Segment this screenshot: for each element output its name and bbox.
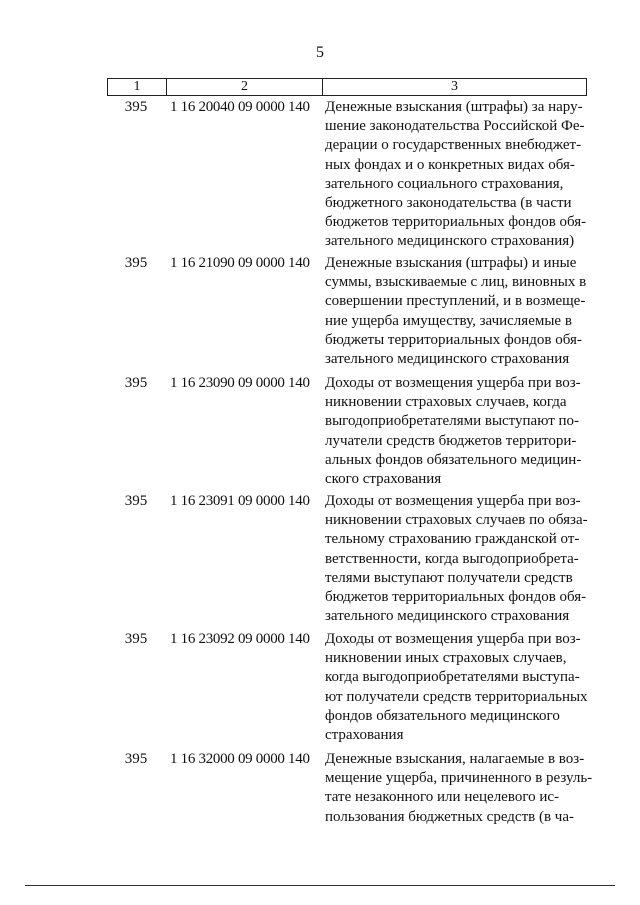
row-description bbox=[325, 750, 593, 827]
description-line: шение законодательства Российской Фе- bbox=[325, 118, 585, 135]
row-code-1: 395 bbox=[124, 375, 148, 391]
description-line: фондов обязательного медицинского bbox=[325, 707, 560, 724]
table-row bbox=[0, 254, 640, 374]
description-line: бюджетов территориальных фондов обя- bbox=[325, 214, 587, 231]
description-line: зательного медицинского страхования) bbox=[325, 233, 575, 250]
row-code-1: 395 bbox=[124, 751, 148, 767]
row-code-2: 1 16 23090 09 0000 140 bbox=[170, 375, 310, 391]
description-line: ние ущерба имуществу, зачисляемые в bbox=[325, 312, 572, 329]
description-line: никновении иных страховых случаев, bbox=[325, 650, 567, 667]
row-description bbox=[325, 98, 585, 252]
description-line: альных фондов обязательного медицин- bbox=[325, 451, 582, 468]
description-line: бюджетов территориальных фондов обя- bbox=[325, 589, 587, 606]
description-line: дерации о государственных внебюджет- bbox=[325, 137, 582, 154]
row-code-2: 1 16 23091 09 0000 140 bbox=[170, 493, 310, 509]
description-line: мещение ущерба, причиненного в резуль- bbox=[325, 770, 593, 787]
column-header-2: 2 bbox=[167, 79, 323, 96]
description-line: тельному страхованию гражданской от- bbox=[325, 531, 580, 548]
description-line: пользования бюджетных средств (в ча- bbox=[325, 808, 575, 825]
description-line: ветственности, когда выгодоприобрета- bbox=[325, 550, 579, 567]
column-header-3: 3 bbox=[323, 79, 587, 96]
description-line: Доходы от возмещения ущерба при воз- bbox=[325, 375, 581, 391]
row-code-2: 1 16 20040 09 0000 140 bbox=[170, 99, 310, 115]
description-line: суммы, взыскиваемые с лиц, виновных в bbox=[325, 274, 587, 291]
row-code-1: 395 bbox=[124, 631, 148, 647]
row-code-1: 395 bbox=[124, 255, 148, 271]
row-description bbox=[325, 492, 588, 626]
page-bottom-divider bbox=[25, 885, 615, 886]
description-line: ных фондах и о конкретных видах обя- bbox=[325, 156, 575, 173]
description-line: страхования bbox=[325, 727, 404, 744]
description-line: зательного медицинского страхования bbox=[325, 608, 570, 625]
table-row bbox=[0, 630, 640, 750]
description-line: Денежные взыскания, налагаемые в воз- bbox=[325, 751, 585, 767]
description-line: Денежные взыскания (штрафы) и иные bbox=[325, 255, 577, 271]
entries-list bbox=[0, 98, 640, 830]
description-line: Денежные взыскания (штрафы) за нару- bbox=[325, 99, 583, 115]
row-code-1: 395 bbox=[124, 493, 148, 509]
description-line: бюджеты территориальных фондов обя- bbox=[325, 331, 582, 348]
description-line: Доходы от возмещения ущерба при воз- bbox=[325, 493, 581, 509]
description-line: когда выгодоприобретателями выступа- bbox=[325, 669, 580, 686]
row-description bbox=[325, 630, 588, 745]
description-line: ского страхования bbox=[325, 471, 442, 488]
description-line: Доходы от возмещения ущерба при воз- bbox=[325, 631, 581, 647]
description-line: никновении страховых случаев, когда bbox=[325, 394, 567, 411]
description-line: ют получатели средств территориальных bbox=[325, 688, 588, 705]
table-row bbox=[0, 492, 640, 630]
table-row bbox=[0, 750, 640, 830]
description-line: зательного медицинского страхования bbox=[325, 351, 570, 368]
table-row bbox=[0, 374, 640, 492]
row-code-2: 1 16 32000 09 0000 140 bbox=[170, 751, 310, 767]
description-line: выгодоприобретателями выступают по- bbox=[325, 413, 580, 430]
row-code-2: 1 16 23092 09 0000 140 bbox=[170, 631, 310, 647]
table-row bbox=[0, 98, 640, 254]
page-number: 5 bbox=[316, 44, 324, 61]
description-line: телями выступают получатели средств bbox=[325, 569, 573, 586]
description-line: бюджетного законодательства (в части bbox=[325, 195, 572, 212]
column-header-table bbox=[107, 78, 587, 96]
row-code-1: 395 bbox=[124, 99, 148, 115]
column-header-1: 1 bbox=[108, 79, 167, 96]
description-line: тате незаконного или нецелевого ис- bbox=[325, 789, 560, 806]
description-line: лучатели средств бюджетов территори- bbox=[325, 432, 577, 449]
description-line: совершении преступлений, и в возмеще- bbox=[325, 293, 586, 310]
row-description bbox=[325, 254, 585, 369]
row-description bbox=[325, 374, 585, 489]
row-code-2: 1 16 21090 09 0000 140 bbox=[170, 255, 310, 271]
description-line: зательного социального страхования, bbox=[325, 175, 564, 192]
description-line: никновении страховых случаев по обяза- bbox=[325, 512, 588, 529]
